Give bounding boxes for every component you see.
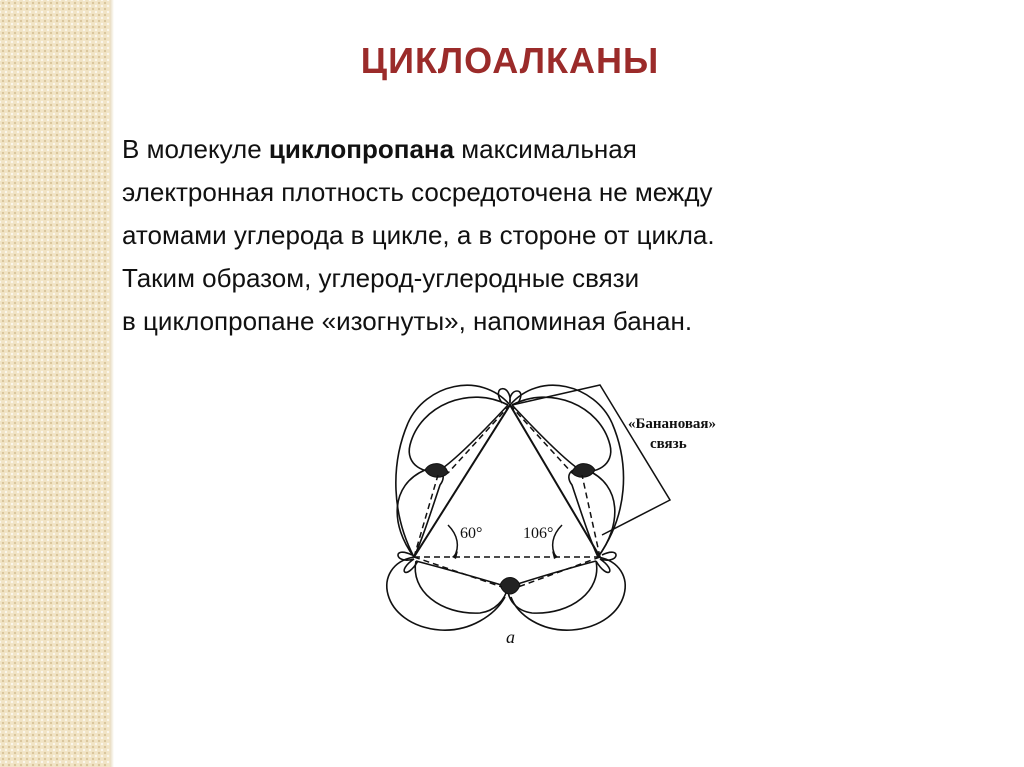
paragraph-line-1 — [122, 128, 922, 171]
body-paragraph — [122, 128, 922, 343]
callout-label-line2: связь — [650, 436, 687, 452]
line1-post: максимальная — [454, 134, 637, 164]
paragraph-line-3: атомами углерода в цикле, а в стороне от цикла. — [122, 220, 715, 250]
sidebar-edge — [110, 0, 114, 767]
angle-label-60: 60° — [460, 525, 483, 542]
line1-pre: В молекуле — [122, 134, 269, 164]
diagram-svg — [330, 375, 790, 665]
paragraph-line-2: электронная плотность сосредоточена не между — [122, 177, 713, 207]
paragraph-line-4: Таким образом, углерод-углеродные связи — [122, 263, 640, 293]
figure-sublabel: a — [506, 627, 515, 647]
callout-label-line1: «Банановая» — [628, 416, 717, 432]
angle-label-106: 106° — [523, 525, 554, 542]
banana-bond-diagram — [330, 375, 790, 665]
paragraph-line-5: в циклопропане «изогнуты», напоминая банан. — [122, 306, 693, 336]
bold-term-cyclopropane: циклопропана — [268, 134, 455, 164]
slide-title: ЦИКЛОАЛКАНЫ — [360, 40, 660, 81]
decorative-sidebar — [0, 0, 110, 767]
